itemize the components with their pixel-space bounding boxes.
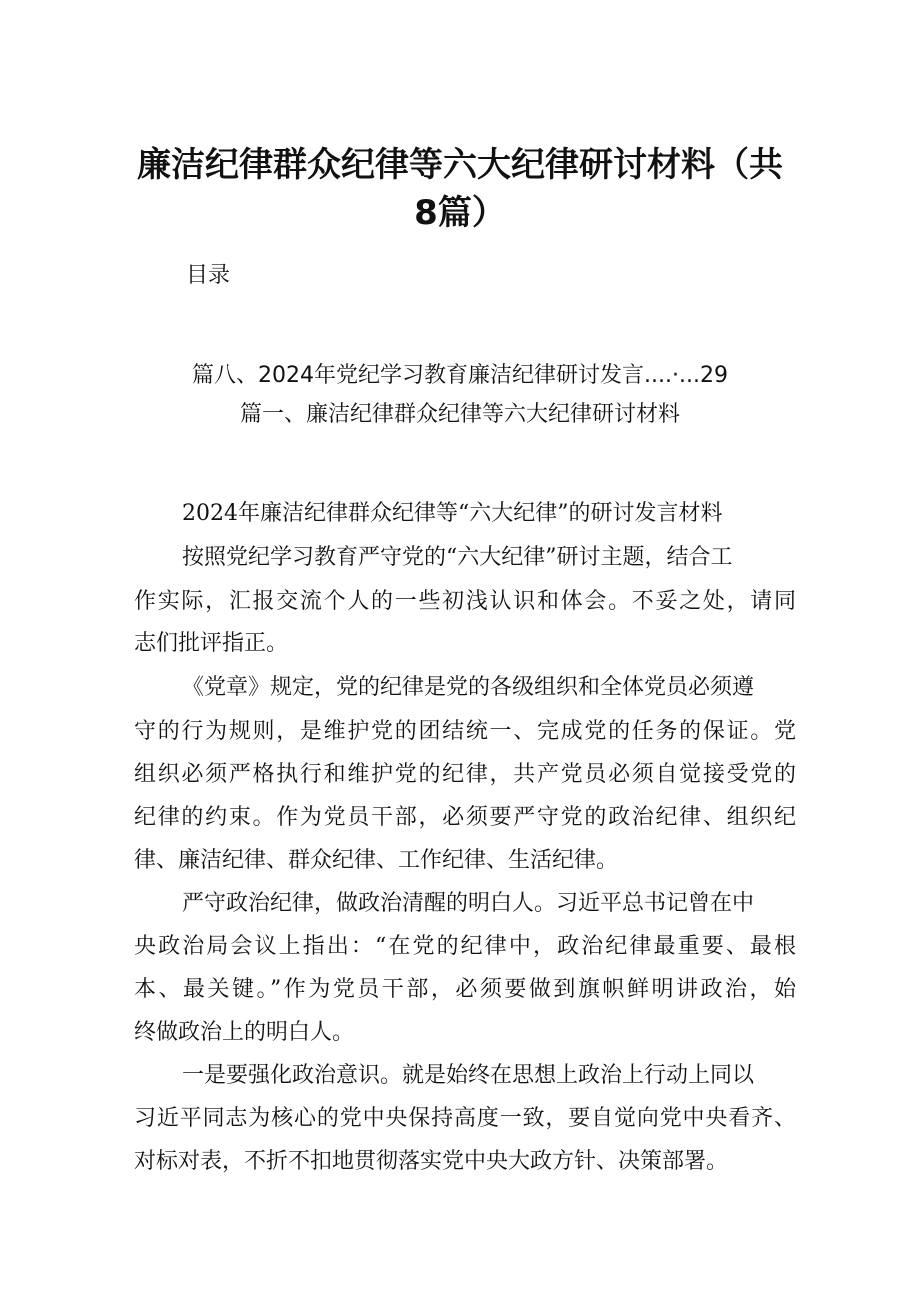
paragraph-line: 纪律的约束。作为党员干部，必须要严守党的政治纪律、组织纪: [134, 805, 796, 830]
paragraph-line: 《党章》规定，党的纪律是党的各级组织和全体党员必须遵: [182, 675, 755, 700]
paragraph-line: 律、廉洁纪律、群众纪律、工作纪律、生活纪律。: [134, 848, 619, 873]
paragraph-line: 终做政治上的明白人。: [134, 1020, 355, 1045]
document-title-line2: 8篇）: [414, 193, 506, 233]
paragraph-line: 组织必须严格执行和维护党的纪律，共产党员必须自觉接受党的: [134, 762, 796, 787]
toc-heading: 目录: [186, 263, 231, 288]
paragraph-line: 按照党纪学习教育严守党的“六大纪律”研讨主题，结合工: [182, 545, 733, 570]
paragraph-line: 对标对表，不折不扣地贯彻落实党中央大政方针、决策部署。: [134, 1149, 729, 1174]
paragraph-line: 严守政治纪律，做政治清醒的明白人。习近平总书记曾在中: [182, 891, 755, 916]
paragraph-line: 志们批评指正。: [134, 631, 289, 656]
article-title: 2024年廉洁纪律群众纪律等“六大纪律”的研讨发言材料: [182, 501, 723, 526]
paragraph-line: 本、最关键。”作为党员干部，必须要做到旗帜鲜明讲政治，始: [134, 977, 796, 1002]
paragraph-line: 守的行为规则，是维护党的团结统一、完成党的任务的保证。党: [134, 719, 796, 744]
paragraph-line: 习近平同志为核心的党中央保持高度一致，要自觉向党中央看齐、: [134, 1106, 796, 1131]
paragraph-line: 作实际，汇报交流个人的一些初浅认识和体会。不妥之处，请同: [134, 589, 796, 614]
toc-entry[interactable]: 篇八、2024年党纪学习教育廉洁纪律研讨发言....·...29: [192, 363, 728, 388]
document-title-line1: 廉洁纪律群众纪律等六大纪律研讨材料（共: [137, 145, 783, 185]
toc-entry[interactable]: 篇一、廉洁纪律群众纪律等六大纪律研讨材料: [239, 402, 680, 427]
paragraph-line: 一是要强化政治意识。就是始终在思想上政治上行动上同以: [182, 1063, 755, 1088]
paragraph-line: 央政治局会议上指出：“在党的纪律中，政治纪律最重要、最根: [134, 934, 796, 959]
